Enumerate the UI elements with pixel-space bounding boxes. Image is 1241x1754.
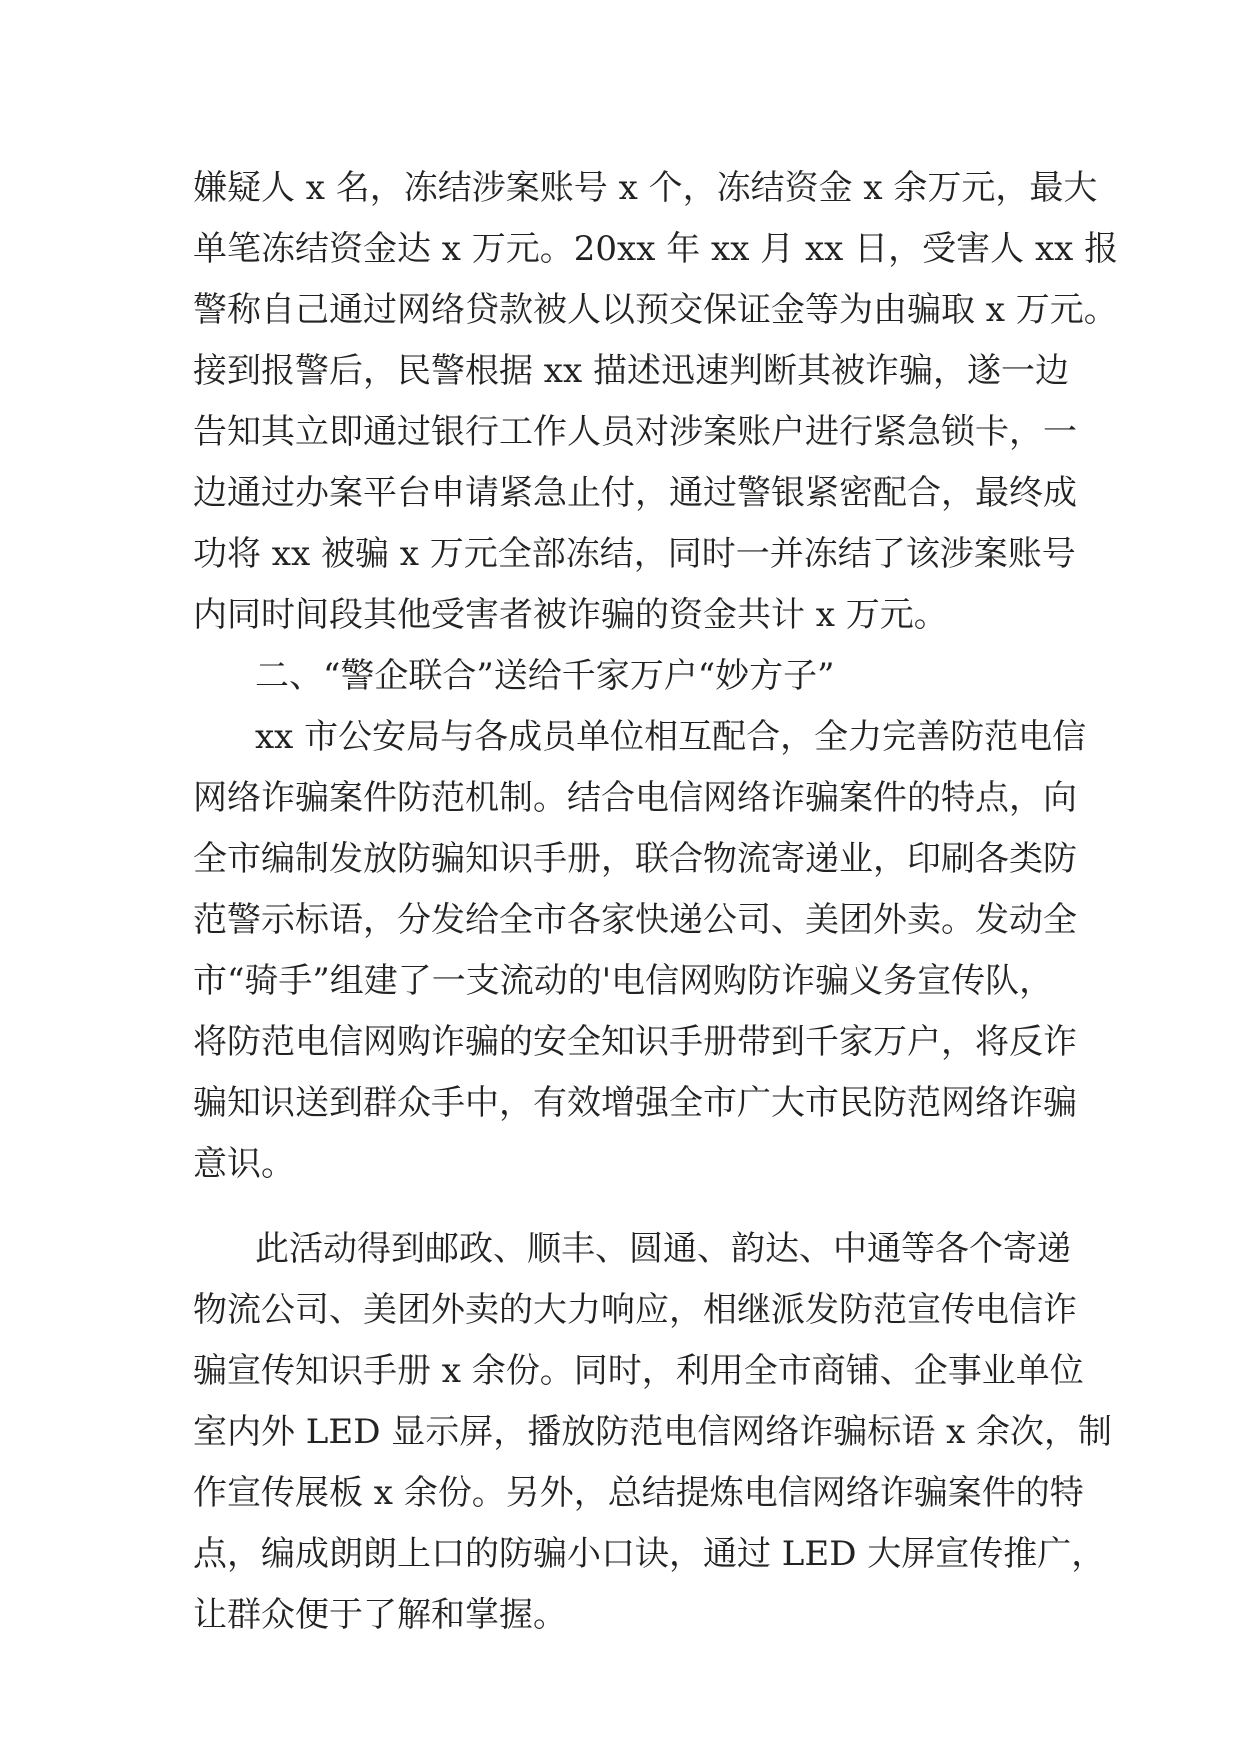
document-body bbox=[193, 158, 1119, 1646]
text-line: 功将 xx 被骗 x 万元全部冻结，同时一并冻结了该涉案账号 bbox=[193, 534, 1076, 574]
text-line: 让群众便于了解和掌握。 bbox=[193, 1595, 567, 1635]
text-line: 内同时间段其他受害者被诈骗的资金共计 x 万元。 bbox=[193, 595, 948, 635]
paragraph-activity-response bbox=[193, 1219, 1113, 1646]
paragraph-case-report bbox=[193, 158, 1119, 646]
text-line: 嫌疑人 x 名，冻结涉案账号 x 个，冻结资金 x 余万元，最大 bbox=[193, 168, 1098, 208]
text-line: 告知其立即通过银行工作人员对涉案账户进行紧急锁卡，一 bbox=[193, 412, 1077, 452]
text-line: 网络诈骗案件防范机制。结合电信网络诈骗案件的特点，向 bbox=[193, 778, 1077, 818]
paragraph-police-enterprise bbox=[193, 707, 1087, 1195]
text-line: 警称自己通过网络贷款被人以预交保证金等为由骗取 x 万元。 bbox=[193, 290, 1118, 330]
text-line: 物流公司、美团外卖的大力响应，相继派发防范宣传电信诈 bbox=[193, 1290, 1077, 1330]
text-line: 意识。 bbox=[193, 1144, 295, 1184]
text-line: 点，编成朗朗上口的防骗小口诀，通过 LED 大屏宣传推广， bbox=[193, 1534, 1106, 1574]
text-line: 边通过办案平台申请紧急止付，通过警银紧密配合，最终成 bbox=[193, 473, 1077, 513]
section-heading: 二、“警企联合”送给千家万户“妙方子” bbox=[255, 656, 835, 696]
text-line: 作宣传展板 x 余份。另外，总结提炼电信网络诈骗案件的特 bbox=[193, 1473, 1084, 1513]
text-line: 此活动得到邮政、顺丰、圆通、韵达、中通等各个寄递 bbox=[255, 1229, 1071, 1269]
text-line: xx 市公安局与各成员单位相互配合，全力完善防范电信 bbox=[255, 717, 1087, 757]
paragraph-gap bbox=[193, 1195, 1073, 1219]
text-line: 室内外 LED 显示屏，播放防范电信网络诈骗标语 x 余次，制 bbox=[193, 1412, 1113, 1452]
text-line: 全市编制发放防骗知识手册，联合物流寄递业，印刷各类防 bbox=[193, 839, 1077, 879]
text-line: 范警示标语，分发给全市各家快递公司、美团外卖。发动全 bbox=[193, 900, 1077, 940]
text-line: 骗宣传知识手册 x 余份。同时，利用全市商铺、企事业单位 bbox=[193, 1351, 1084, 1391]
text-line: 骗知识送到群众手中，有效增强全市广大市民防范网络诈骗 bbox=[193, 1083, 1077, 1123]
text-line: 接到报警后，民警根据 xx 描述迅速判断其被诈骗，遂一边 bbox=[193, 351, 1069, 391]
text-line: 单笔冻结资金达 x 万元。20xx 年 xx 月 xx 日，受害人 xx 报 bbox=[193, 229, 1119, 269]
text-line: 将防范电信网购诈骗的安全知识手册带到千家万户，将反诈 bbox=[193, 1022, 1077, 1062]
text-line: 市“骑手”组建了一支流动的'电信网购防诈骗义务宣传队， bbox=[193, 961, 1054, 1001]
